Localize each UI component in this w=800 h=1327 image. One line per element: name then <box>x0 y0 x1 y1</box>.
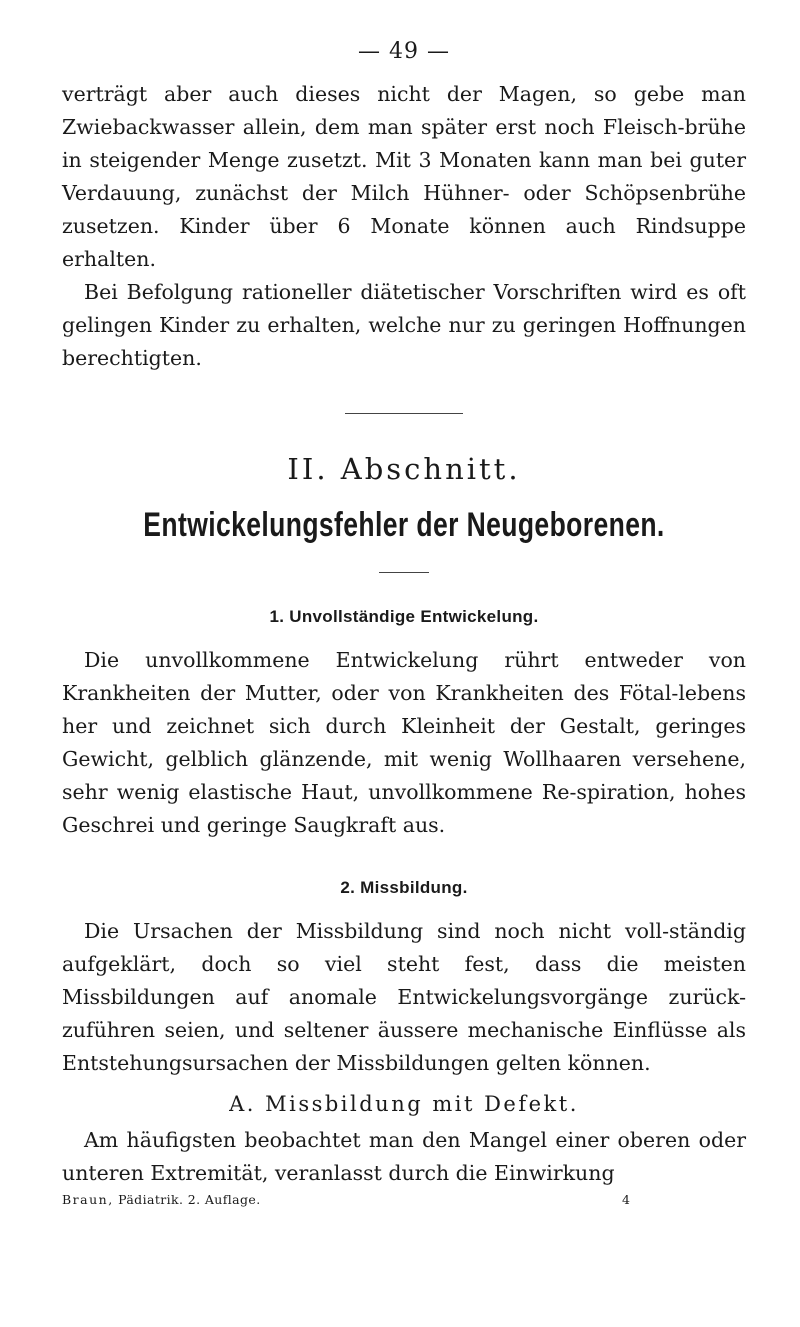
footer-book-reference <box>62 1190 261 1210</box>
subheading-incomplete-development: 1. Unvollständige Entwickelung. <box>269 607 539 626</box>
title-divider <box>379 572 429 573</box>
footer-signature-mark: 4 <box>622 1192 631 1207</box>
subheading-malformation: 2. Missbildung. <box>340 878 468 897</box>
paragraph-dietary-rules: Bei Befolgung rationeller diätetischer Vorschriften wird es oft gelingen Kinder zu erhalten, welche nur zu geringen Hoffnungen berechtigten. <box>62 280 746 370</box>
page-footer <box>62 1190 746 1210</box>
subheading-malformation-defect: A. Missbildung mit Defekt. <box>229 1092 579 1116</box>
paragraph-malformation: Die Ursachen der Missbildung sind noch nicht voll-ständig aufgeklärt, doch so viel steht fest, dass die meisten Missbildungen auf anomale Entwickelungsvorgänge zurück-zuführen seien, und seltener äussere mechanische Einflüsse als Entstehungsursachen der Missbildungen gelten können. <box>62 919 746 1075</box>
paragraph-malformation-defect: Am häufigsten beobachtet man den Mangel einer oberen oder unteren Extremität, veranlasst durch die Einwirkung <box>62 1128 746 1185</box>
section-label: II. Abschnitt. <box>287 452 521 486</box>
section-divider <box>345 413 463 414</box>
page-number: — 49 — <box>358 39 450 64</box>
book-page <box>62 38 746 1210</box>
footer-book-title: Pädiatrik. 2. Auflage. <box>118 1192 261 1207</box>
paragraph-weaning-broth: verträgt aber auch dieses nicht der Magen, so gebe man Zwiebackwasser allein, dem man später erst noch Fleisch-brühe in steigender Menge zusetzt. Mit 3 Monaten kann man bei guter Verdauung, zunächst der Milch Hühner- oder Schöpsenbrühe zusetzen. Kinder über 6 Monate können auch Rindsuppe erhalten. <box>62 82 746 271</box>
paragraph-incomplete-development: Die unvollkommene Entwickelung rührt entweder von Krankheiten der Mutter, oder von Krankheiten des Fötal-lebens her und zeichnet sich durch Kleinheit der Gestalt, geringes Gewicht, gelblich glänzende, mit wenig Wollhaaren versehene, sehr wenig elastische Haut, unvollkommene Re-spiration, hohes Geschrei und geringe Saugkraft aus. <box>62 648 746 837</box>
footer-author: Braun, <box>62 1192 114 1207</box>
section-title: Entwickelungsfehler der Neugeborenen. <box>143 506 665 544</box>
